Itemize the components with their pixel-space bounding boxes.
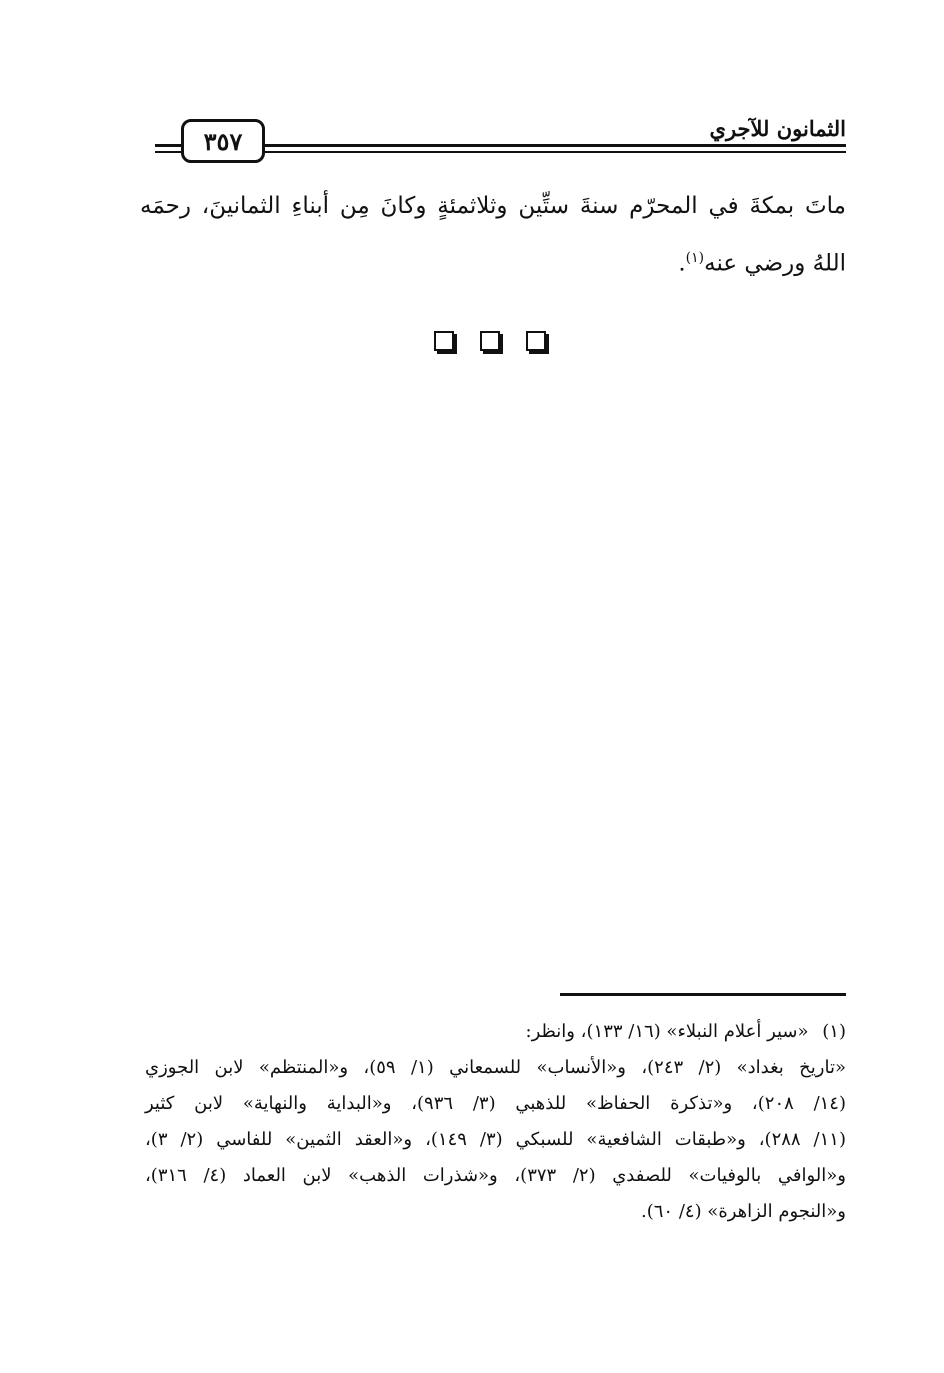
main-text-content: ماتَ بمكةَ في المحرّم سنةَ ستِّين وثلاثمئةٍ وكانَ مِن أبناءِ الثمانينَ، رحمَه اللهُ ورضي عنه bbox=[140, 193, 846, 277]
footnote-marker: (١) bbox=[685, 250, 705, 266]
footnote bbox=[145, 1014, 846, 1230]
footnote-text: «سير أعلام النبلاء» (١٦/ ١٣٣)، وانظر: bbox=[525, 1021, 809, 1042]
footnote-line: و«الوافي بالوفيات» للصفدي (٢/ ٣٧٣)، و«شذرات الذهب» لابن العماد (٤/ ٣١٦)، bbox=[145, 1165, 846, 1186]
header-rule bbox=[155, 144, 181, 147]
footnote-line bbox=[145, 1014, 846, 1050]
main-text-end: . bbox=[678, 250, 686, 277]
page-number: ٣٥٧ bbox=[181, 119, 265, 163]
square-ornament-icon bbox=[526, 331, 546, 351]
running-header-title: الثمانون للآجري bbox=[709, 116, 846, 141]
footnote-line: «تاريخ بغداد» (٢/ ٢٤٣)، و«الأنساب» للسمعاني (١/ ٥٩)، و«المنتظم» لابن الجوزي bbox=[145, 1057, 846, 1078]
square-ornament-icon bbox=[434, 331, 454, 351]
main-text bbox=[140, 180, 846, 290]
footnote-line: (١١/ ٢٨٨)، و«طبقات الشافعية» للسبكي (٣/ ١٤٩)، و«العقد الثمين» للفاسي (٢/ ٣)، bbox=[145, 1129, 846, 1150]
footnote-divider bbox=[560, 993, 846, 996]
square-ornament-icon bbox=[480, 331, 500, 351]
header-rule bbox=[155, 151, 181, 153]
header-rule bbox=[265, 151, 846, 153]
footnote-line: و«النجوم الزاهرة» (٤/ ٦٠). bbox=[641, 1201, 846, 1222]
footnote-line: (١٤/ ٢٠٨)، و«تذكرة الحفاظ» للذهبي (٣/ ٩٣٦)، و«البداية والنهاية» لابن كثير bbox=[145, 1093, 847, 1114]
header-rule bbox=[265, 144, 846, 147]
footnote-number: (١) bbox=[822, 1021, 846, 1042]
section-separator bbox=[434, 331, 546, 351]
